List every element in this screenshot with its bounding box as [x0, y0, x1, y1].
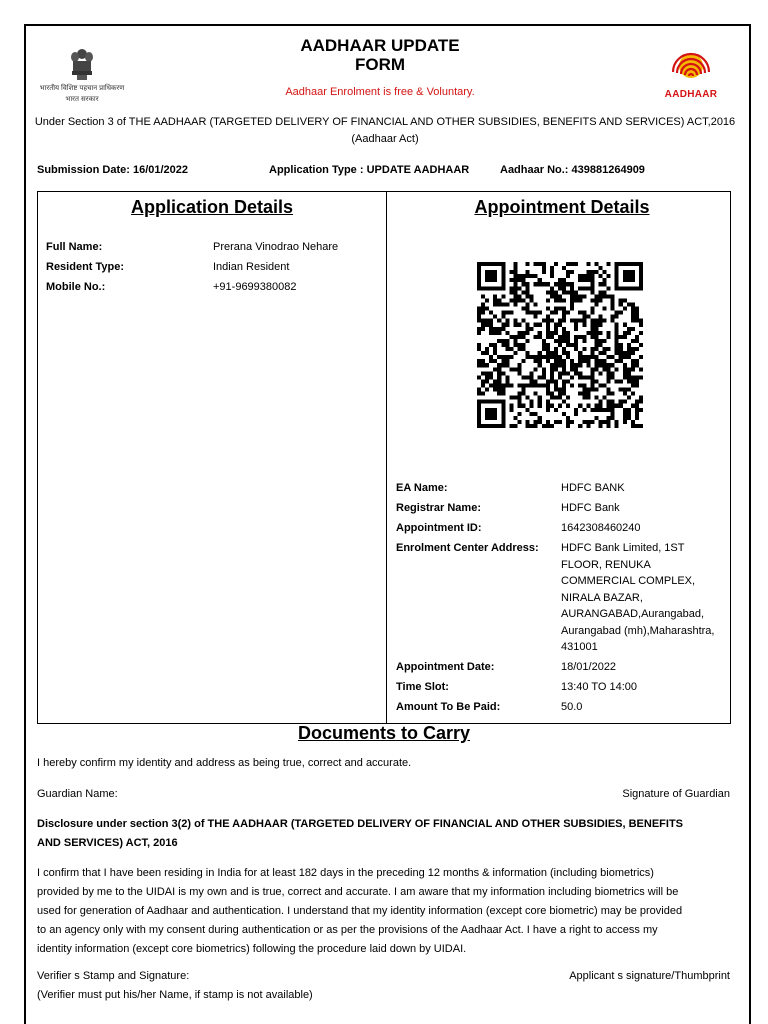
- disclosure-heading: [37, 815, 737, 853]
- title-line2: FORM: [354, 55, 406, 74]
- application-type: Application Type : UPDATE AADHAAR: [269, 164, 470, 176]
- time-slot-value: 13:40 TO 14:00: [561, 681, 638, 693]
- mobile-number-value: +91-9699380082: [213, 281, 297, 293]
- address-line: HDFC Bank Limited, 1ST: [561, 542, 685, 554]
- form-subtitle: Aadhaar Enrolment is free & Voluntary.: [285, 86, 475, 98]
- appointment-id-value: 1642308460240: [561, 522, 641, 534]
- mobile-number-label: Mobile No.:: [46, 281, 106, 293]
- declaration-line: to an agency only with my consent during authentication or as per the provisions of the Aadhaar Act. I have a right to access my: [37, 924, 658, 936]
- amount-value: 50.0: [561, 701, 583, 713]
- registrar-name-value: HDFC Bank: [561, 502, 620, 514]
- full-name-value: Prerana Vinodrao Nehare: [213, 241, 339, 253]
- aadhaar-fingerprint-icon: [663, 48, 719, 86]
- applicant-signature-label: Applicant s signature/Thumbprint: [569, 970, 730, 982]
- details-divider: [386, 192, 387, 723]
- declaration-paragraph: [37, 864, 737, 959]
- documents-heading: Documents to Carry: [297, 723, 471, 743]
- full-name-label: Full Name:: [46, 241, 103, 253]
- address-line: AURANGABAD,Aurangabad,: [561, 608, 705, 620]
- title-line1: AADHAAR UPDATE: [300, 36, 460, 55]
- government-emblem: [36, 48, 128, 104]
- ashoka-emblem-icon: [69, 48, 95, 82]
- disclosure-line: Disclosure under section 3(2) of THE AADHAAR (TARGETED DELIVERY OF FINANCIAL AND OTHER SUBSIDIES, BENEFITS: [37, 818, 684, 830]
- declaration-line: identity information (except core biometrics) following the procedure laid down by UIDAI.: [37, 943, 467, 955]
- qr-modules: [477, 262, 643, 428]
- declaration-line: used for generation of Aadhaar and authentication. I understand that my identity information (except core biometric) may be provided: [37, 905, 683, 917]
- enrolment-center-address-value: [561, 540, 714, 656]
- appointment-date-value: 18/01/2022: [561, 661, 617, 673]
- resident-type-label: Resident Type:: [46, 261, 125, 273]
- ea-name-value: HDFC BANK: [561, 482, 625, 494]
- time-slot-label: Time Slot:: [396, 681, 449, 693]
- submission-date: Submission Date: 16/01/2022: [37, 164, 189, 176]
- enrolment-center-address-label: Enrolment Center Address:: [396, 542, 539, 554]
- address-line: Aurangabad (mh),Maharashtra,: [561, 624, 715, 637]
- emblem-text-line2: भारत सरकार: [65, 96, 99, 103]
- form-title: [180, 36, 580, 74]
- registrar-name-label: Registrar Name:: [396, 502, 481, 514]
- address-line: COMMERCIAL COMPLEX,: [561, 575, 696, 587]
- aadhaar-logo: [655, 48, 727, 100]
- aadhaar-logo-text: AADHAAR: [664, 89, 718, 100]
- guardian-signature-label: Signature of Guardian: [622, 788, 730, 800]
- address-line: FLOOR, RENUKA: [561, 558, 651, 571]
- address-line: NIRALA BAZAR,: [561, 591, 643, 604]
- appointment-id-label: Appointment ID:: [396, 522, 482, 534]
- verifier-stamp-label: Verifier s Stamp and Signature:: [37, 970, 190, 982]
- declaration-line: provided by me to the UIDAI is my own and is true, correct and accurate. I am aware that my information including biometrics will be: [37, 886, 679, 898]
- verifier-note: (Verifier must put his/her Name, if stamp is not available): [37, 989, 313, 1001]
- amount-label: Amount To Be Paid:: [396, 701, 501, 713]
- guardian-name-label: Guardian Name:: [37, 788, 118, 800]
- aadhaar-number: Aadhaar No.: 439881264909: [500, 164, 645, 176]
- qr-code-icon: [474, 262, 646, 428]
- appointment-details-heading: Appointment Details: [474, 197, 650, 217]
- ea-name-label: EA Name:: [396, 482, 448, 494]
- emblem-text-line1: भारतीय विशिष्ट पहचान प्राधिकरण: [39, 85, 125, 92]
- resident-type-value: Indian Resident: [213, 261, 290, 273]
- address-line: 431001: [561, 641, 598, 653]
- appointment-date-label: Appointment Date:: [396, 661, 495, 673]
- application-details-heading: Application Details: [130, 197, 294, 217]
- disclosure-line: AND SERVICES) ACT, 2016: [37, 837, 178, 849]
- identity-confirmation: I hereby confirm my identity and address as being true, correct and accurate.: [37, 757, 412, 769]
- declaration-line: I confirm that I have been residing in India for at least 182 days in the preceding 12 months & information (including biometrics): [37, 867, 654, 879]
- section-note: Under Section 3 of THE AADHAAR (TARGETED DELIVERY OF FINANCIAL AND OTHER SUBSIDIES, BENEFITS AND SERVICES) ACT,2016 (Aadhaar Act): [34, 116, 736, 145]
